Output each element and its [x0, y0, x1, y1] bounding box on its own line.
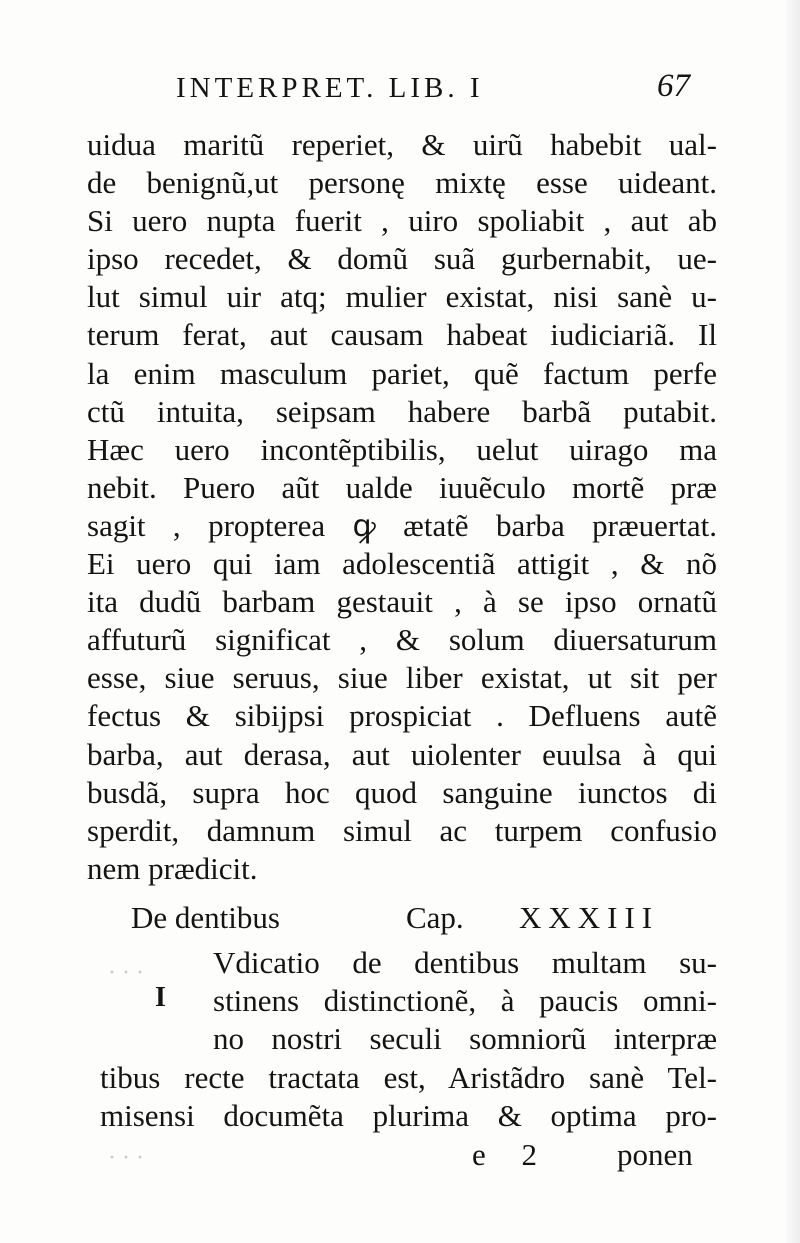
text-line: misensi documẽta plurima & optima pro- [100, 1098, 717, 1134]
text-line: ctũ intuita, seipsam habere barbã putabit. [87, 393, 717, 429]
running-title: INTERPRET. LIB. I [176, 72, 484, 104]
chapter-title: De dentibus [131, 900, 280, 935]
text-line: Hæc uero incontẽptibilis, uelut uirago ma [87, 431, 717, 467]
text-line: nebit. Puero aũt ualde iuuẽculo mortẽ præ [87, 469, 717, 505]
text-line: tibus recte tractata est, Aristãdro sanè Tel- [100, 1060, 717, 1095]
text-line: no nostri seculi somniorũ interpræ [213, 1021, 717, 1057]
text-line: de benignũ,ut personę mixtę esse uideant. [87, 165, 717, 201]
signature-mark: e 2 [472, 1137, 552, 1172]
page-number: 67 [657, 68, 690, 104]
chapter-number: XXXIII [519, 900, 660, 935]
text-line: stinens distinctionẽ, à paucis omni- [213, 983, 717, 1019]
text-line: ita dudũ barbam gestauit , à se ipso ornatũ [87, 584, 717, 620]
text-line: lut simul uir atq; mulier existat, nisi sanè u- [87, 279, 717, 315]
text-line: Vdicatio de dentibus multam su- [213, 945, 717, 980]
text-line: fectus & sibijpsi prospiciat . Defluens autẽ [87, 698, 717, 734]
text-line: esse, siue seruus, siue liber existat, ut sit per [87, 660, 717, 696]
text-line: terum ferat, aut causam habeat iudiciariã. Il [87, 317, 717, 353]
marginal-number: I [155, 982, 166, 1013]
text-line: Ei uero qui iam adolescentiã attigit , & nõ [87, 546, 717, 582]
text-line: barba, aut derasa, aut uiolenter euulsa à qui [87, 736, 717, 772]
text-line: Si uero nupta fuerit , uiro spoliabit , aut ab [87, 203, 717, 239]
text-line: busdã, supra hoc quod sanguine iunctos di [87, 774, 717, 810]
chapter-label: Cap. [406, 900, 464, 935]
text-line: ipso recedet, & domũ suã gurbernabit, ue- [87, 241, 717, 277]
text-line: sagit , propterea ꝙ ætatẽ barba præuertat. [87, 507, 717, 543]
chapter-heading [131, 900, 660, 936]
bleed-through-text: · · · [108, 960, 144, 986]
text-line: affuturũ significat , & solum diuersaturum [87, 622, 717, 658]
text-line: nem prædicit. [87, 850, 258, 886]
text-line: la enim masculum pariet, quẽ factum perfe [87, 355, 717, 391]
text-line: sperdit, damnum simul ac turpem confusio [87, 812, 717, 848]
text-line: uidua maritũ reperiet, & uirũ habebit ual- [87, 127, 717, 162]
chapter-opening-text [213, 944, 717, 1058]
page-edge-shadow [786, 0, 800, 1243]
main-text [87, 126, 717, 888]
bleed-through-text: · · · [108, 1145, 144, 1171]
chapter-body-text [100, 1059, 717, 1135]
catchword: ponen [617, 1137, 693, 1172]
